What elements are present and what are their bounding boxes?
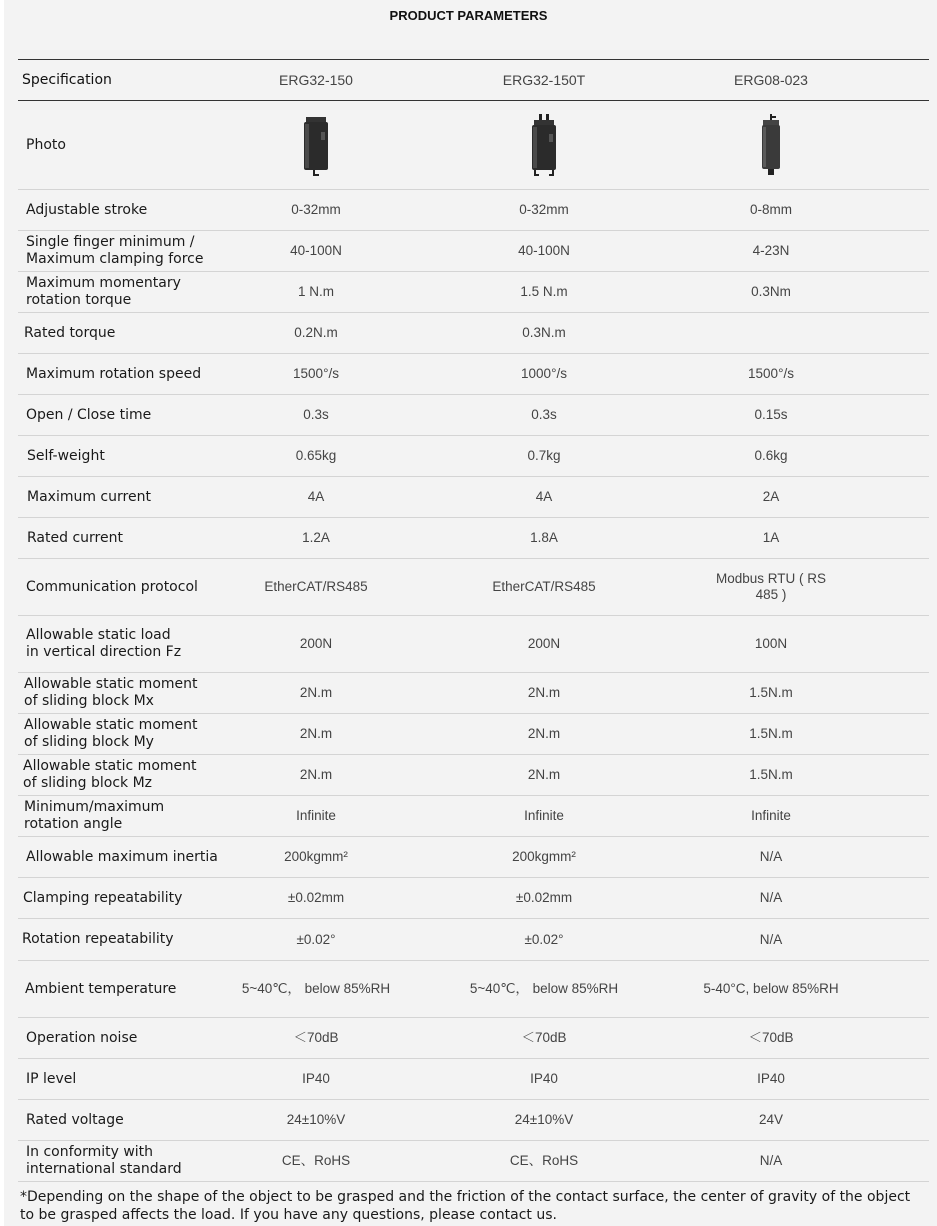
param-value-2: 200kgmm²	[512, 849, 576, 864]
param-label-allowable-maximum-inertia: Allowable maximum inertia	[26, 848, 218, 865]
param-value-2: CE、RoHS	[509, 1153, 579, 1168]
param-row-adjustable-stroke	[18, 190, 929, 231]
param-value-1: 24±10%V	[286, 1112, 346, 1127]
param-value-1: IP40	[302, 1071, 330, 1086]
param-value-1: 0.65kg	[295, 448, 337, 463]
param-row-self-weight	[18, 436, 929, 477]
param-value-2: 1.8A	[530, 530, 558, 545]
param-label-open-close-time: Open / Close time	[26, 406, 152, 423]
param-value-1: 0.2N.m	[294, 325, 338, 340]
param-value-1: 4A	[307, 489, 325, 504]
param-label-rated-voltage: Rated voltage	[26, 1111, 124, 1128]
param-row-ambient-temperature	[18, 961, 929, 1018]
param-value-1: 0.3s	[303, 407, 329, 422]
photo-cell-3	[671, 101, 871, 189]
param-label-communication-protocol: Communication protocol	[26, 578, 198, 595]
param-label-clamping-repeatability: Clamping repeatability	[23, 889, 183, 906]
header-model-2: ERG32-150T	[502, 72, 586, 88]
param-value-1: Infinite	[296, 808, 336, 823]
param-row-rated-voltage	[18, 1100, 929, 1141]
param-value-2: IP40	[530, 1071, 558, 1086]
param-value-3: N/A	[759, 931, 783, 947]
param-value-1: 1500°/s	[293, 366, 339, 381]
param-row-communication-protocol	[18, 559, 929, 616]
param-value-2: 0-32mm	[519, 202, 569, 217]
param-value-2: 0.3N.m	[522, 325, 566, 340]
param-value-3: 0.6kg	[754, 448, 788, 463]
param-value-3: IP40	[757, 1071, 785, 1086]
param-value-3: 1500°/s	[748, 366, 794, 381]
param-label-allowable-static-moment-of-sliding-block-mz: Allowable static moment of sliding block Mz	[23, 758, 197, 791]
param-value-1: 200N	[299, 636, 333, 651]
param-label-allowable-static-load-in-vertical-direction-fz: Allowable static load in vertical direction Fz	[26, 627, 182, 660]
param-value-2: 200N	[527, 636, 561, 651]
param-row-allowable-static-load-in-vertical-direction-fz	[18, 616, 929, 673]
param-value-1: 40-100N	[290, 243, 342, 258]
header-model-1: ERG32-150	[279, 72, 353, 88]
param-row-single-finger-minimum-maximum-clamping-force	[18, 231, 929, 272]
param-value-3: 1A	[762, 530, 780, 545]
param-value-3: 1.5N.m	[749, 726, 793, 741]
gripper-image-erg08-023	[756, 114, 786, 176]
param-value-1: CE、RoHS	[281, 1153, 351, 1168]
page-title: PRODUCT PARAMETERS	[389, 8, 548, 23]
param-row-in-conformity-with-international-standard	[18, 1141, 929, 1182]
param-value-3: 24V	[758, 1112, 784, 1127]
param-row-minimum-maximum-rotation-angle	[18, 796, 929, 837]
param-value-2: 24±10%V	[514, 1112, 574, 1127]
param-label-maximum-current: Maximum current	[27, 488, 151, 505]
param-value-3: 4-23N	[752, 243, 790, 258]
param-label-ambient-temperature: Ambient temperature	[25, 980, 177, 997]
param-value-3: N/A	[759, 1153, 783, 1168]
param-value-2: 1000°/s	[521, 366, 567, 381]
param-value-3: 2A	[762, 489, 780, 504]
param-value-2: ＜70dB	[521, 1030, 567, 1045]
param-value-2: ±0.02mm	[515, 890, 573, 905]
param-value-2: 5~40℃， below 85%RH	[469, 981, 619, 996]
param-value-1: 5~40℃， below 85%RH	[241, 981, 391, 996]
param-row-allowable-static-moment-of-sliding-block-mz	[18, 755, 929, 796]
param-label-maximum-rotation-speed: Maximum rotation speed	[26, 365, 202, 382]
param-label-single-finger-minimum-maximum-clamping-force: Single finger minimum / Maximum clamping force	[26, 234, 204, 267]
param-value-2: Infinite	[524, 808, 564, 823]
param-value-1: 2N.m	[299, 767, 333, 782]
photo-label: Photo	[26, 136, 66, 153]
param-value-3: 1.5N.m	[749, 767, 793, 782]
photo-row	[18, 101, 929, 190]
param-value-2: 40-100N	[518, 243, 570, 258]
param-label-allowable-static-moment-of-sliding-block-mx: Allowable static moment of sliding block Mx	[24, 676, 198, 709]
param-row-rated-torque	[18, 313, 929, 354]
param-label-allowable-static-moment-of-sliding-block-my: Allowable static moment of sliding block My	[24, 717, 198, 750]
table-header-row	[18, 59, 929, 101]
param-value-2: 2N.m	[527, 685, 561, 700]
param-value-1: 200kgmm²	[284, 849, 348, 864]
param-value-2: ±0.02°	[524, 931, 564, 947]
param-value-2: EtherCAT/RS485	[492, 579, 596, 594]
param-value-2: 0.3s	[531, 407, 557, 422]
param-value-1: ±0.02°	[296, 931, 336, 947]
param-label-maximum-momentary-rotation-torque: Maximum momentary rotation torque	[26, 275, 181, 308]
param-value-1: 2N.m	[299, 685, 333, 700]
gripper-image-erg32-150t	[529, 114, 559, 176]
param-value-3: 0.15s	[754, 407, 788, 422]
param-label-rated-current: Rated current	[27, 529, 123, 546]
param-value-2: 2N.m	[527, 726, 561, 741]
param-value-3: 1.5N.m	[749, 685, 793, 700]
param-label-ip-level: IP level	[26, 1070, 77, 1087]
param-label-rotation-repeatability: Rotation repeatability	[22, 931, 174, 947]
param-value-3: N/A	[759, 890, 783, 905]
param-value-3: 0.3Nm	[751, 284, 791, 299]
param-value-3: Infinite	[751, 808, 791, 823]
param-value-1: 1 N.m	[297, 284, 334, 299]
photo-cell-2	[444, 101, 644, 189]
param-row-rated-current	[18, 518, 929, 559]
param-row-open-close-time	[18, 395, 929, 436]
param-value-3: ＜70dB	[748, 1030, 794, 1045]
param-value-2: 0.7kg	[527, 448, 561, 463]
param-label-rated-torque: Rated torque	[24, 324, 116, 341]
photo-cell-1	[216, 101, 416, 189]
left-edge-strip	[0, 0, 4, 1226]
param-value-3	[671, 313, 871, 353]
param-value-1: 2N.m	[299, 726, 333, 741]
gripper-image-erg32-150	[301, 114, 331, 176]
param-value-3: 5-40°C, below 85%RH	[703, 981, 839, 996]
param-label-adjustable-stroke: Adjustable stroke	[26, 201, 148, 218]
param-row-ip-level	[18, 1059, 929, 1100]
param-value-3: 0-8mm	[749, 202, 792, 217]
param-value-3: N/A	[759, 849, 783, 864]
header-model-3: ERG08-023	[734, 72, 808, 88]
param-row-clamping-repeatability	[18, 878, 929, 919]
param-value-1: EtherCAT/RS485	[264, 579, 368, 594]
param-row-rotation-repeatability	[18, 919, 929, 961]
param-row-maximum-momentary-rotation-torque	[18, 272, 929, 313]
param-value-1: 0-32mm	[291, 202, 341, 217]
param-row-allowable-static-moment-of-sliding-block-mx	[18, 673, 929, 714]
param-label-minimum-maximum-rotation-angle: Minimum/maximum rotation angle	[24, 799, 165, 832]
param-value-1: ＜70dB	[293, 1030, 339, 1045]
param-value-3: 100N	[754, 636, 788, 651]
param-row-operation-noise	[18, 1018, 929, 1059]
param-value-2: 4A	[535, 489, 553, 504]
param-row-allowable-static-moment-of-sliding-block-my	[18, 714, 929, 755]
footnote: *Depending on the shape of the object to be grasped and the friction of the contact surface, the center of gravity of the object to be grasped affects the load. If you have any questions, please contact us.	[20, 1189, 911, 1223]
header-specification-label: Specification	[22, 71, 112, 88]
param-row-allowable-maximum-inertia	[18, 837, 929, 878]
param-value-3: Modbus RTU ( RS 485 )	[715, 571, 827, 602]
param-label-in-conformity-with-international-standard: In conformity with international standard	[26, 1144, 182, 1177]
param-value-2: 1.5 N.m	[520, 284, 568, 299]
param-label-self-weight: Self-weight	[27, 447, 105, 464]
param-label-operation-noise: Operation noise	[26, 1029, 138, 1046]
param-row-maximum-current	[18, 477, 929, 518]
param-value-2: 2N.m	[527, 767, 561, 782]
param-row-maximum-rotation-speed	[18, 354, 929, 395]
param-value-1: 1.2A	[302, 530, 330, 545]
param-value-1: ±0.02mm	[287, 890, 345, 905]
